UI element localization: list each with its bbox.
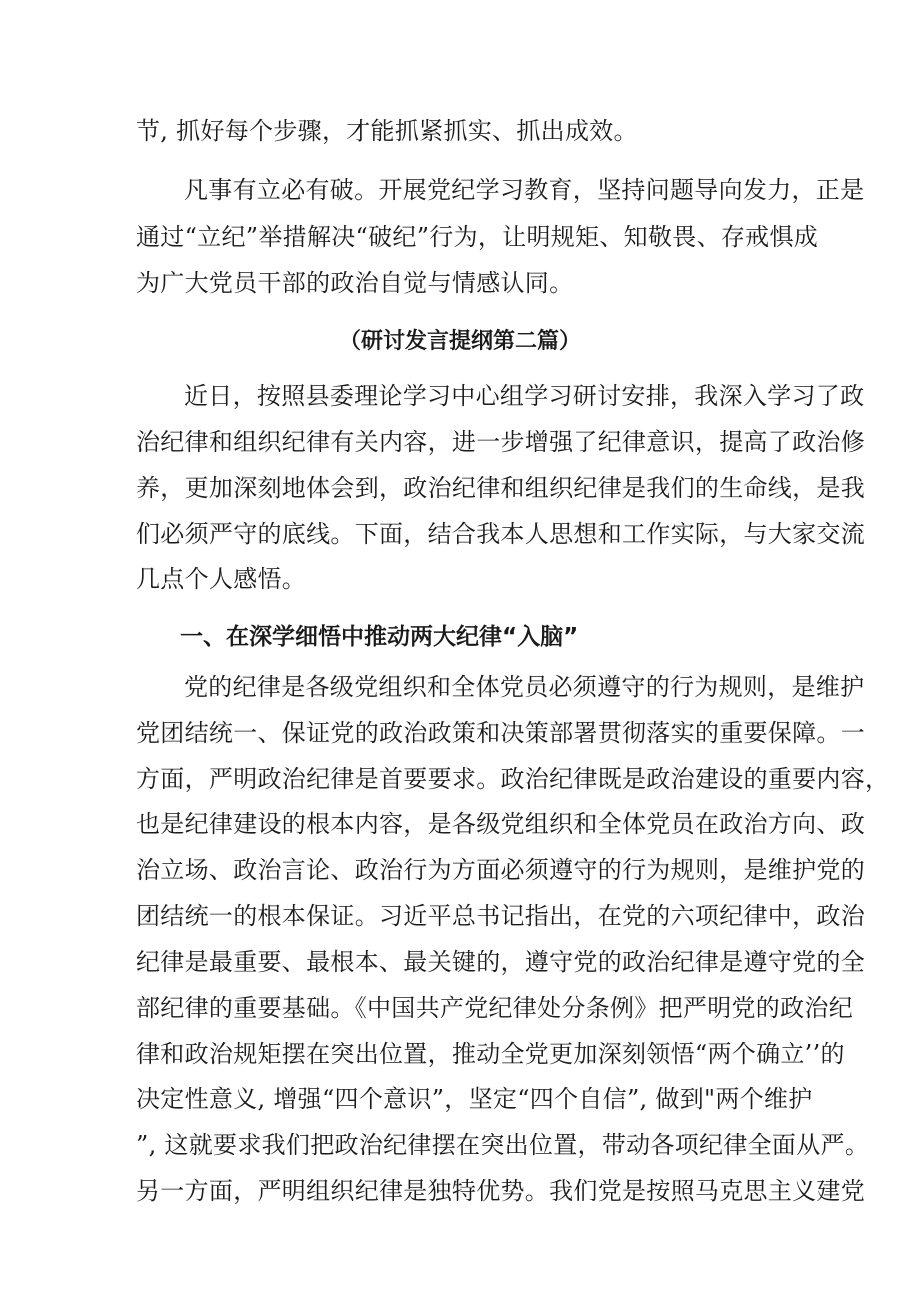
paragraph-line: 几点个人感悟。 xyxy=(136,565,307,593)
paragraph-line: 治立场、政治言论、政治行为方面必须遵守的行为规则，是维护党的 xyxy=(136,856,865,884)
paragraph-line: 律和政治规矩摆在突出位置，推动全党更加深刻领悟“两个确立’’的 xyxy=(136,1040,845,1068)
paragraph-line: 通过“立纪”举措解决“破纪”行为，让明规矩、知敬畏、存戒惧成 xyxy=(136,223,819,251)
section-subtitle: （研讨发言提纲第二篇） xyxy=(338,329,581,354)
paragraph-line: 决定性意义, 增强“四个意识”，坚定“四个自信”, 做到"两个维护 xyxy=(136,1085,813,1113)
paragraph-line: 纪律是最重要、最根本、最关键的，遵守党的政治纪律是遵守党的全 xyxy=(136,948,865,976)
paragraph-line: 也是纪律建设的根本内容，是各级党组织和全体党员在政治方向、政 xyxy=(136,810,865,838)
paragraph-line: ”, 这就要求我们把政治纪律摆在突出位置，带动各项纪律全面从严。 xyxy=(136,1131,870,1159)
paragraph-line: 凡事有立必有破。开展党纪学习教育，坚持问题导向发力，正是 xyxy=(184,176,865,204)
paragraph-line: 党团结统一、保证党的政治政策和决策部署贯彻落实的重要保障。一 xyxy=(136,719,865,747)
paragraph-line: 治纪律和组织纪律有关内容，进一步增强了纪律意识，提高了政治修 xyxy=(136,428,865,456)
paragraph-line: 团结统一的根本保证。习近平总书记指出，在党的六项纪律中，政治 xyxy=(136,902,865,930)
paragraph-line: 养，更加深刻地体会到，政治纪律和组织纪律是我们的生命线，是我 xyxy=(136,474,865,502)
paragraph-line: 党的纪律是各级党组织和全体党员必须遵守的行为规则，是维护 xyxy=(184,673,865,701)
paragraph-line: 节, 抓好每个步骤，才能抓紧抓实、抓出成效。 xyxy=(136,117,638,145)
paragraph-line: 们必须严守的底线。下面，结合我本人思想和工作实际，与大家交流 xyxy=(136,520,865,548)
paragraph-line: 近日，按照县委理论学习中心组学习研讨安排，我深入学习了政 xyxy=(184,382,865,410)
section-heading: 一、在深学细悟中推动两大纪律“入脑” xyxy=(180,624,579,650)
paragraph-line: 为广大党员干部的政治自觉与情感认同。 xyxy=(136,269,574,297)
paragraph-line: 另一方面，严明组织纪律是独特优势。我们党是按照马克思主义建党 xyxy=(136,1177,865,1205)
paragraph-line: 部纪律的重要基础。《中国共产党纪律处分条例》把严明党的政治纪 xyxy=(136,994,853,1022)
paragraph-line: 方面，严明政治纪律是首要要求。政治纪律既是政治建设的重要内容， xyxy=(136,765,890,793)
